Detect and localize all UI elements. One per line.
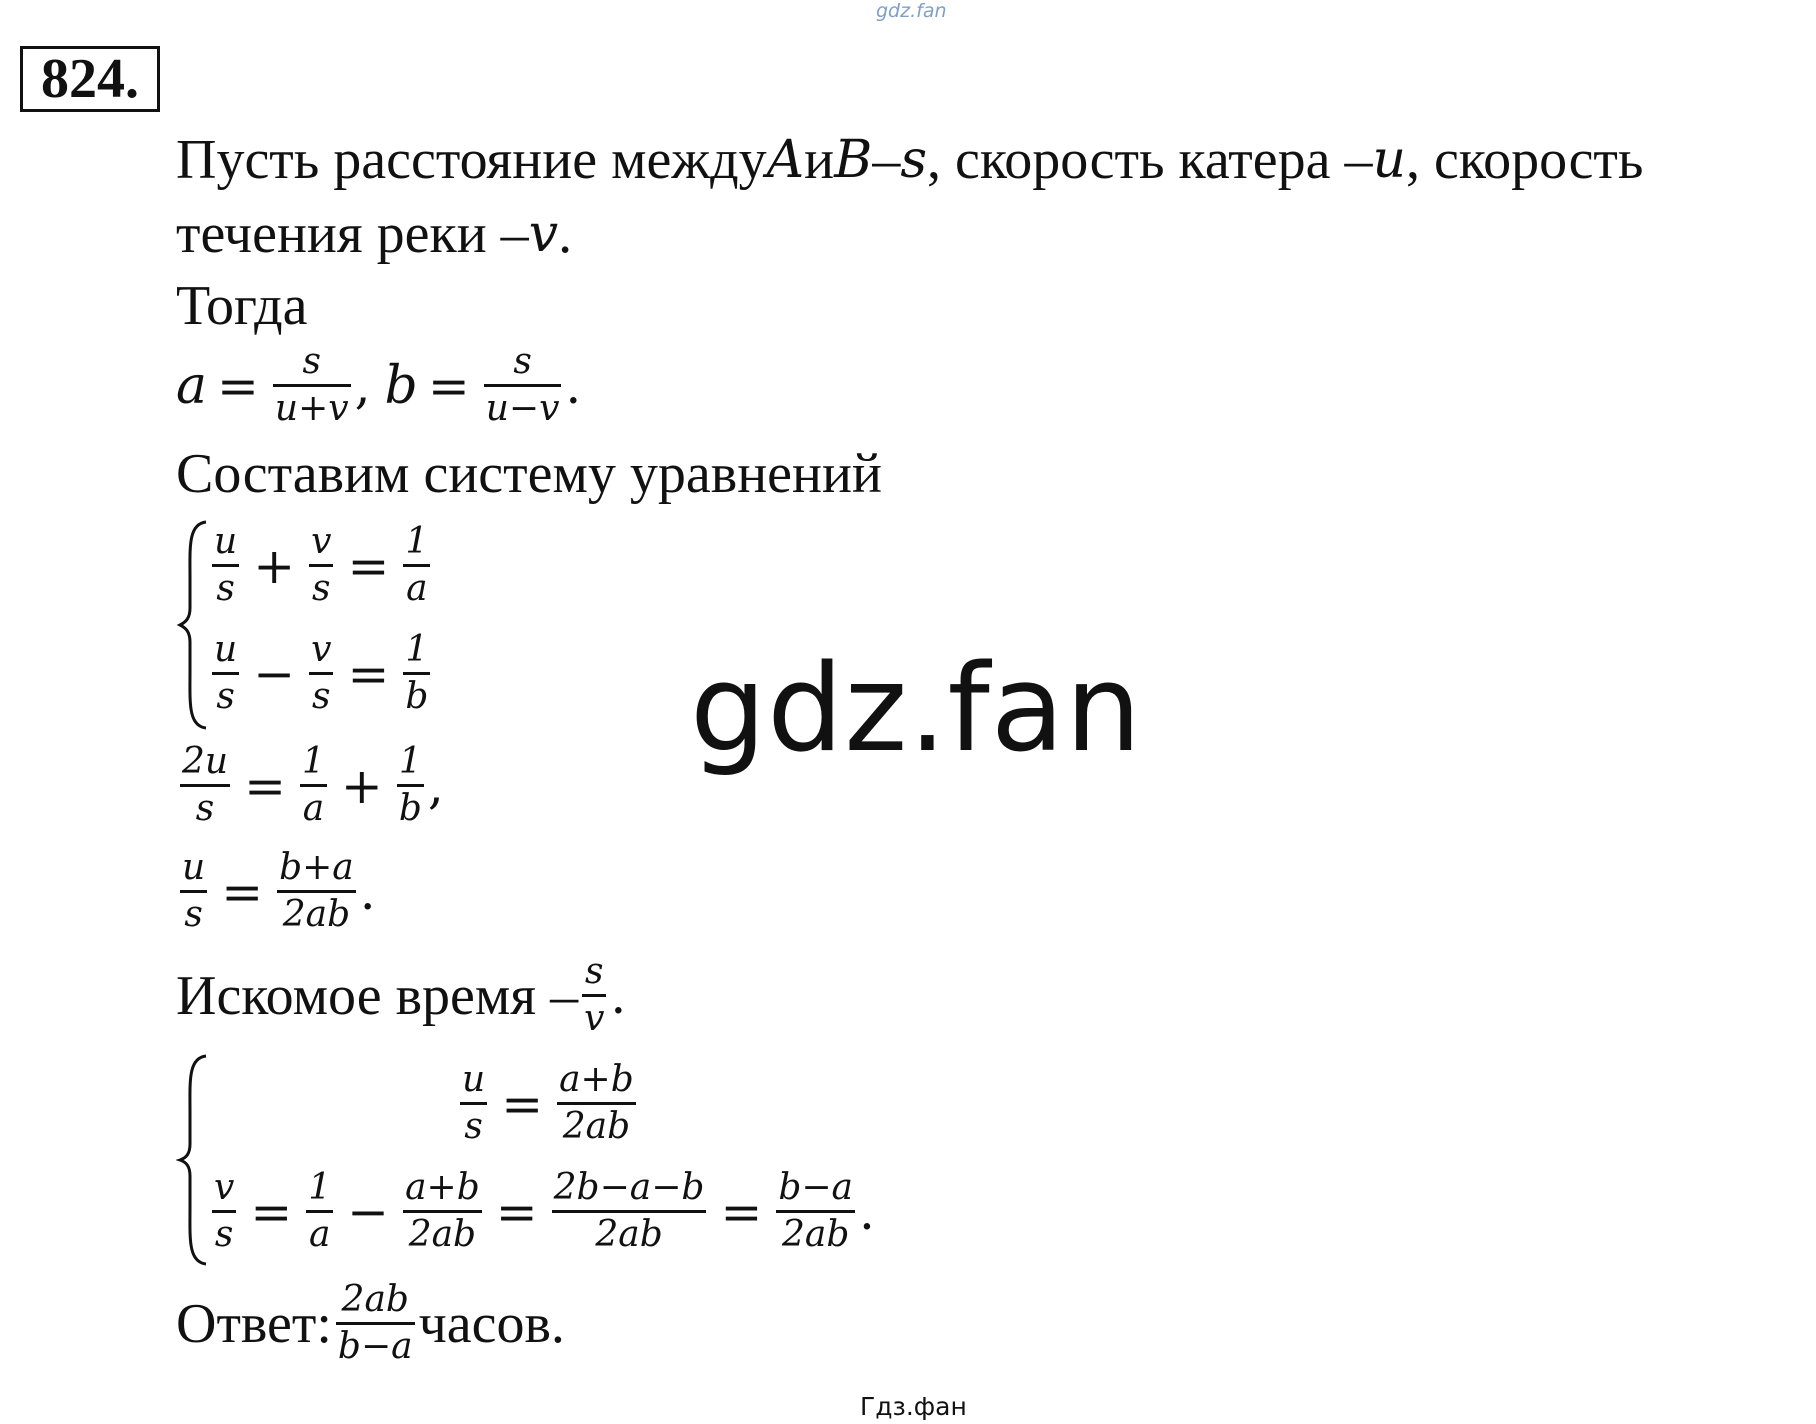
fraction-2ab-over-b-minus-a [336, 1278, 415, 1369]
derivation-u-over-s [176, 846, 376, 937]
var-s: s [900, 130, 928, 190]
system-2-eq-2 [208, 1166, 875, 1257]
text: Тогда [176, 275, 308, 337]
denominator: s [184, 894, 203, 935]
text: Пусть расстояние между [176, 129, 767, 191]
numerator: 2b−a−b [553, 1167, 705, 1208]
denominator: s [195, 788, 215, 829]
denominator: b [405, 676, 429, 717]
fraction-s-over-u-minus-v [484, 340, 562, 431]
numerator: s [302, 341, 321, 382]
intro-line-2 [176, 204, 572, 264]
system-label [176, 444, 882, 504]
denominator: 2ab [595, 1214, 663, 1255]
equals: = [244, 756, 286, 815]
system-1-eq-2 [208, 628, 434, 719]
fraction-b-plus-a-over-2ab [277, 846, 356, 937]
text: Искомое время – [176, 964, 579, 1027]
text: . [558, 203, 573, 265]
fraction-b-minus-a-over-2ab [776, 1166, 855, 1257]
numerator: u [214, 629, 238, 670]
period: . [859, 1182, 875, 1241]
denominator: b−a [337, 1326, 413, 1367]
fraction-1-over-a [403, 520, 430, 611]
fraction-a-plus-b-over-2ab [557, 1058, 636, 1149]
numerator: 1 [308, 1167, 332, 1208]
system-1-eq-1 [208, 520, 434, 611]
equals: = [347, 644, 390, 703]
numerator: b−a [778, 1167, 854, 1208]
text: течения реки – [176, 203, 529, 265]
comma: , [427, 756, 444, 815]
period: . [610, 966, 627, 1025]
denominator: a [406, 568, 428, 609]
comma: , [354, 356, 371, 415]
derivation-2u-over-s [176, 740, 444, 831]
numerator: 1 [398, 741, 422, 782]
fraction-v-over-s [309, 628, 333, 719]
equals: = [495, 1182, 538, 1241]
var-u: u [1372, 130, 1406, 190]
denominator: s [464, 1106, 483, 1147]
sought-time-line [176, 950, 626, 1041]
equals: = [501, 1074, 544, 1133]
denominator: s [312, 568, 331, 609]
left-brace-system-2 [176, 1052, 210, 1268]
var-A: A [766, 130, 805, 190]
fraction-1-over-a [306, 1166, 333, 1257]
answer-unit: часов. [418, 1292, 565, 1355]
fraction-s-over-v [582, 950, 606, 1041]
left-brace-system-1 [176, 518, 210, 732]
then-label [176, 276, 308, 336]
denominator: s [214, 1214, 234, 1255]
fraction-1-over-b [397, 740, 424, 831]
denominator: 2ab [781, 1214, 850, 1255]
denominator: v [584, 998, 605, 1039]
watermark-top: gdz.fan [876, 0, 947, 22]
equals: = [250, 1182, 293, 1241]
denominator: u+v [274, 388, 349, 429]
fraction-2b-minus-a-minus-b-over-2ab [552, 1166, 707, 1257]
numerator: v [214, 1167, 235, 1208]
fraction-v-over-s [309, 520, 333, 611]
numerator: b+a [279, 847, 354, 888]
period: . [565, 356, 582, 415]
numerator: u [214, 521, 238, 562]
numerator: u [462, 1059, 486, 1100]
var-B: B [834, 130, 873, 190]
denominator: u−v [485, 388, 560, 429]
fraction-2u-over-s [180, 740, 230, 831]
fraction-u-over-s [212, 520, 239, 611]
equals: = [720, 1182, 763, 1241]
denominator: s [216, 676, 235, 717]
var-v: v [528, 204, 559, 264]
plus: + [340, 756, 383, 815]
fraction-1-over-b [403, 628, 430, 719]
denominator: a [308, 1214, 331, 1255]
answer-label: Ответ: [176, 1292, 332, 1355]
numerator: a+b [559, 1059, 634, 1100]
numerator: 1 [405, 521, 429, 562]
numerator: 2ab [341, 1279, 409, 1320]
fraction-u-over-s [180, 846, 207, 937]
text: , скорость катера – [927, 129, 1373, 191]
minus: − [347, 1182, 390, 1241]
equals: = [217, 356, 259, 415]
numerator: a+b [405, 1167, 480, 1208]
fraction-a-plus-b-over-2ab [403, 1166, 482, 1257]
numerator: v [311, 629, 332, 670]
numerator: 1 [302, 741, 325, 782]
equals: = [347, 536, 390, 595]
answer-line [176, 1278, 565, 1369]
problem-number: 824. [20, 46, 160, 112]
minus: − [253, 644, 296, 703]
denominator: 2ab [282, 894, 351, 935]
watermark-bottom: Гдз.фан [860, 1392, 967, 1421]
text: и [804, 129, 835, 191]
system-2-eq-1 [456, 1058, 640, 1149]
numerator: s [584, 951, 604, 992]
numerator: 2u [182, 741, 229, 782]
text: – [872, 129, 901, 191]
fraction-u-over-s [460, 1058, 487, 1149]
denominator: s [216, 568, 235, 609]
numerator: s [513, 341, 532, 382]
denominator: b [398, 788, 422, 829]
denominator: 2ab [408, 1214, 477, 1255]
plus: + [253, 536, 296, 595]
intro-line-1 [176, 130, 1643, 190]
formula-a-b [176, 340, 581, 431]
equals: = [427, 356, 470, 415]
watermark-center: gdz.fan [690, 640, 1143, 779]
var-a: a [176, 355, 208, 416]
denominator: s [312, 676, 331, 717]
numerator: u [182, 847, 206, 888]
denominator: 2ab [562, 1106, 631, 1147]
fraction-v-over-s [212, 1166, 236, 1257]
var-b: b [384, 355, 418, 416]
fraction-s-over-u-plus-v [273, 340, 351, 431]
text: Составим систему уравнений [176, 443, 882, 505]
equals: = [221, 862, 264, 921]
numerator: 1 [405, 629, 429, 670]
numerator: v [311, 521, 332, 562]
text: , скорость [1405, 129, 1644, 191]
period: . [359, 862, 376, 921]
fraction-1-over-a [300, 740, 327, 831]
denominator: a [302, 788, 325, 829]
fraction-u-over-s [212, 628, 239, 719]
